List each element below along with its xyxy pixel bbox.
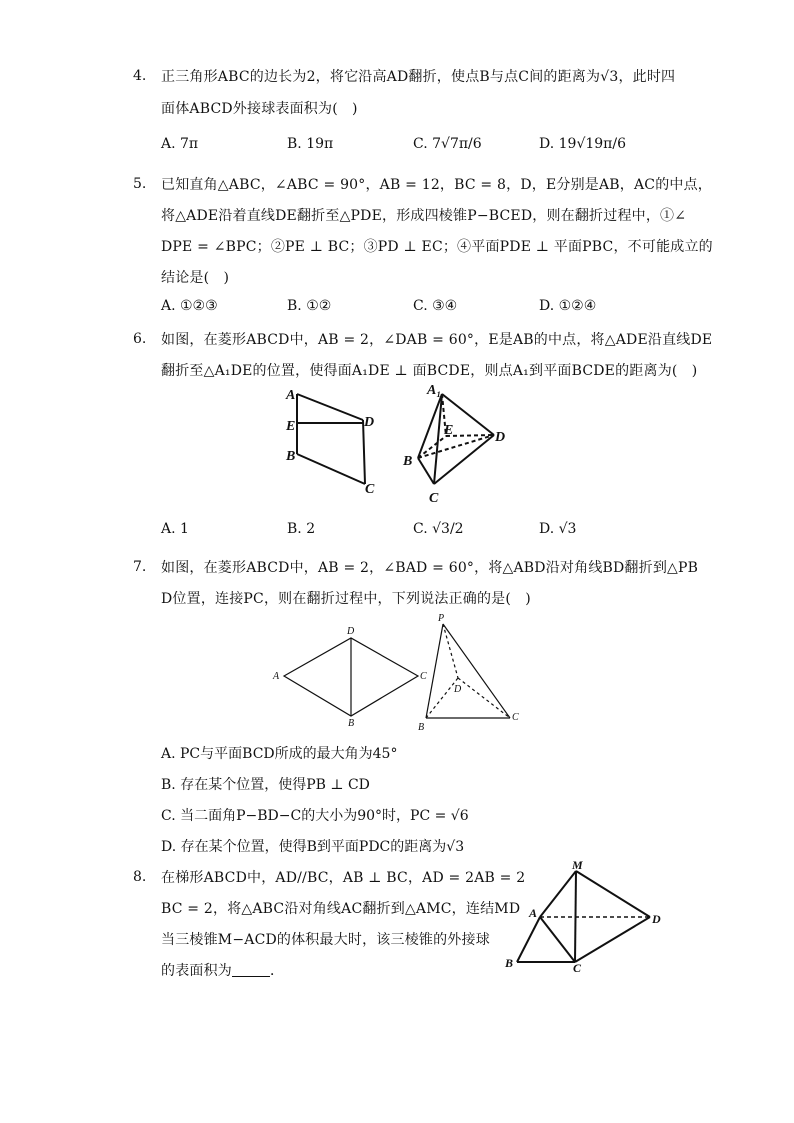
question-number: 8.: [133, 869, 147, 885]
option-b[interactable]: B. 存在某个位置，使得PB ⊥ CD: [161, 777, 370, 793]
question-number: 5.: [133, 176, 147, 192]
option-c[interactable]: C. ③④: [413, 298, 458, 314]
question-text-line: 结论是( ): [161, 270, 230, 286]
option-c[interactable]: C. √3/2: [413, 521, 464, 537]
vertex-label: D: [347, 626, 355, 637]
answer-blank[interactable]: [232, 964, 270, 977]
vertex-label: C: [420, 671, 427, 682]
vertex-label: A: [529, 906, 538, 920]
option-a[interactable]: A. 7π: [161, 136, 199, 152]
vertex-label: C: [512, 712, 519, 723]
vertex-label: C: [429, 491, 439, 506]
question-text-line: 翻折至△A₁DE的位置，使得面A₁DE ⊥ 面BCDE，则点A₁到平面BCDE的距离为( ): [161, 363, 698, 379]
option-b[interactable]: B. 2: [287, 521, 316, 537]
question-text-line: 面体ABCD外接球表面积为( ): [161, 101, 358, 117]
vertex-label: B: [286, 449, 296, 464]
vertex-label: B: [403, 454, 413, 469]
option-d[interactable]: D. 存在某个位置，使得B到平面PDC的距离为√3: [161, 839, 465, 855]
question-text-line: 当三棱锥M−ACD的体积最大时，该三棱锥的外接球: [161, 932, 490, 948]
option-c[interactable]: C. 7√7π/6: [413, 136, 482, 152]
folded-pyramid-figure: [396, 378, 516, 508]
folded-pyramid-figure: [412, 610, 532, 735]
rhombus-figure: [280, 378, 380, 498]
vertex-label: P: [438, 613, 445, 624]
question-text-line: 正三角形ABC的边长为2，将它沿高AD翻折，使点B与点C间的距离为√3，此时四: [161, 69, 676, 85]
vertex-label: C: [365, 482, 375, 497]
option-c[interactable]: C. 当二面角P−BD−C的大小为90°时，PC = √6: [161, 808, 469, 824]
option-d[interactable]: D. √3: [539, 521, 577, 537]
question-text-line: 将△ADE沿着直线DE翻折至△PDE，形成四棱锥P−BCED，则在翻折过程中，①∠: [161, 208, 687, 224]
option-d[interactable]: D. ①②④: [539, 298, 597, 314]
vertex-label: D: [495, 430, 506, 445]
question-text-line: 如图，在菱形ABCD中，AB = 2，∠BAD = 60°，将△ABD沿对角线BD翻折到△PB: [161, 560, 699, 576]
option-a[interactable]: A. 1: [161, 521, 189, 537]
vertex-label: D: [652, 912, 661, 926]
question-number: 7.: [133, 559, 147, 575]
vertex-label: B: [348, 718, 355, 729]
option-a[interactable]: A. PC与平面BCD所成的最大角为45°: [161, 746, 398, 762]
question-text-line: [161, 960, 284, 980]
vertex-label: B: [505, 956, 514, 970]
vertex-label: E: [286, 419, 296, 434]
question-text-line: BC = 2，将△ABC沿对角线AC翻折到△AMC，连结MD: [161, 901, 521, 917]
question-number: 6.: [133, 331, 147, 347]
pyramid-figure: [500, 855, 670, 975]
vertex-label: B: [418, 722, 425, 733]
question-text: ．: [270, 963, 285, 979]
vertex-label: D: [454, 684, 462, 695]
vertex-label: A: [286, 388, 296, 403]
option-b[interactable]: B. 19π: [287, 136, 334, 152]
option-d[interactable]: D. 19√19π/6: [539, 136, 627, 152]
question-text: 的表面积为: [161, 963, 232, 979]
option-b[interactable]: B. ①②: [287, 298, 332, 314]
question-text-line: DPE = ∠BPC；②PE ⊥ BC；③PD ⊥ EC；④平面PDE ⊥ 平面PBC，不可能成立的: [161, 239, 713, 255]
vertex-label: M: [572, 858, 583, 872]
vertex-label: D: [364, 415, 375, 430]
question-text-line: 如图，在菱形ABCD中，AB = 2，∠DAB = 60°，E是AB的中点，将△ADE沿直线DE: [161, 332, 713, 348]
question-text-line: 已知直角△ABC，∠ABC = 90°，AB = 12，BC = 8，D，E分别是AB，AC的中点，: [161, 177, 712, 193]
question-number: 4.: [133, 68, 147, 84]
question-text-line: 在梯形ABCD中，AD//BC，AB ⊥ BC，AD = 2AB = 2: [161, 870, 526, 886]
option-a[interactable]: A. ①②③: [161, 298, 218, 314]
vertex-label: A₁: [427, 383, 442, 398]
vertex-label: A: [273, 671, 280, 682]
question-text-line: D位置，连接PC，则在翻折过程中，下列说法正确的是( ): [161, 591, 531, 607]
vertex-label: C: [573, 961, 582, 975]
vertex-label: E: [444, 423, 454, 438]
